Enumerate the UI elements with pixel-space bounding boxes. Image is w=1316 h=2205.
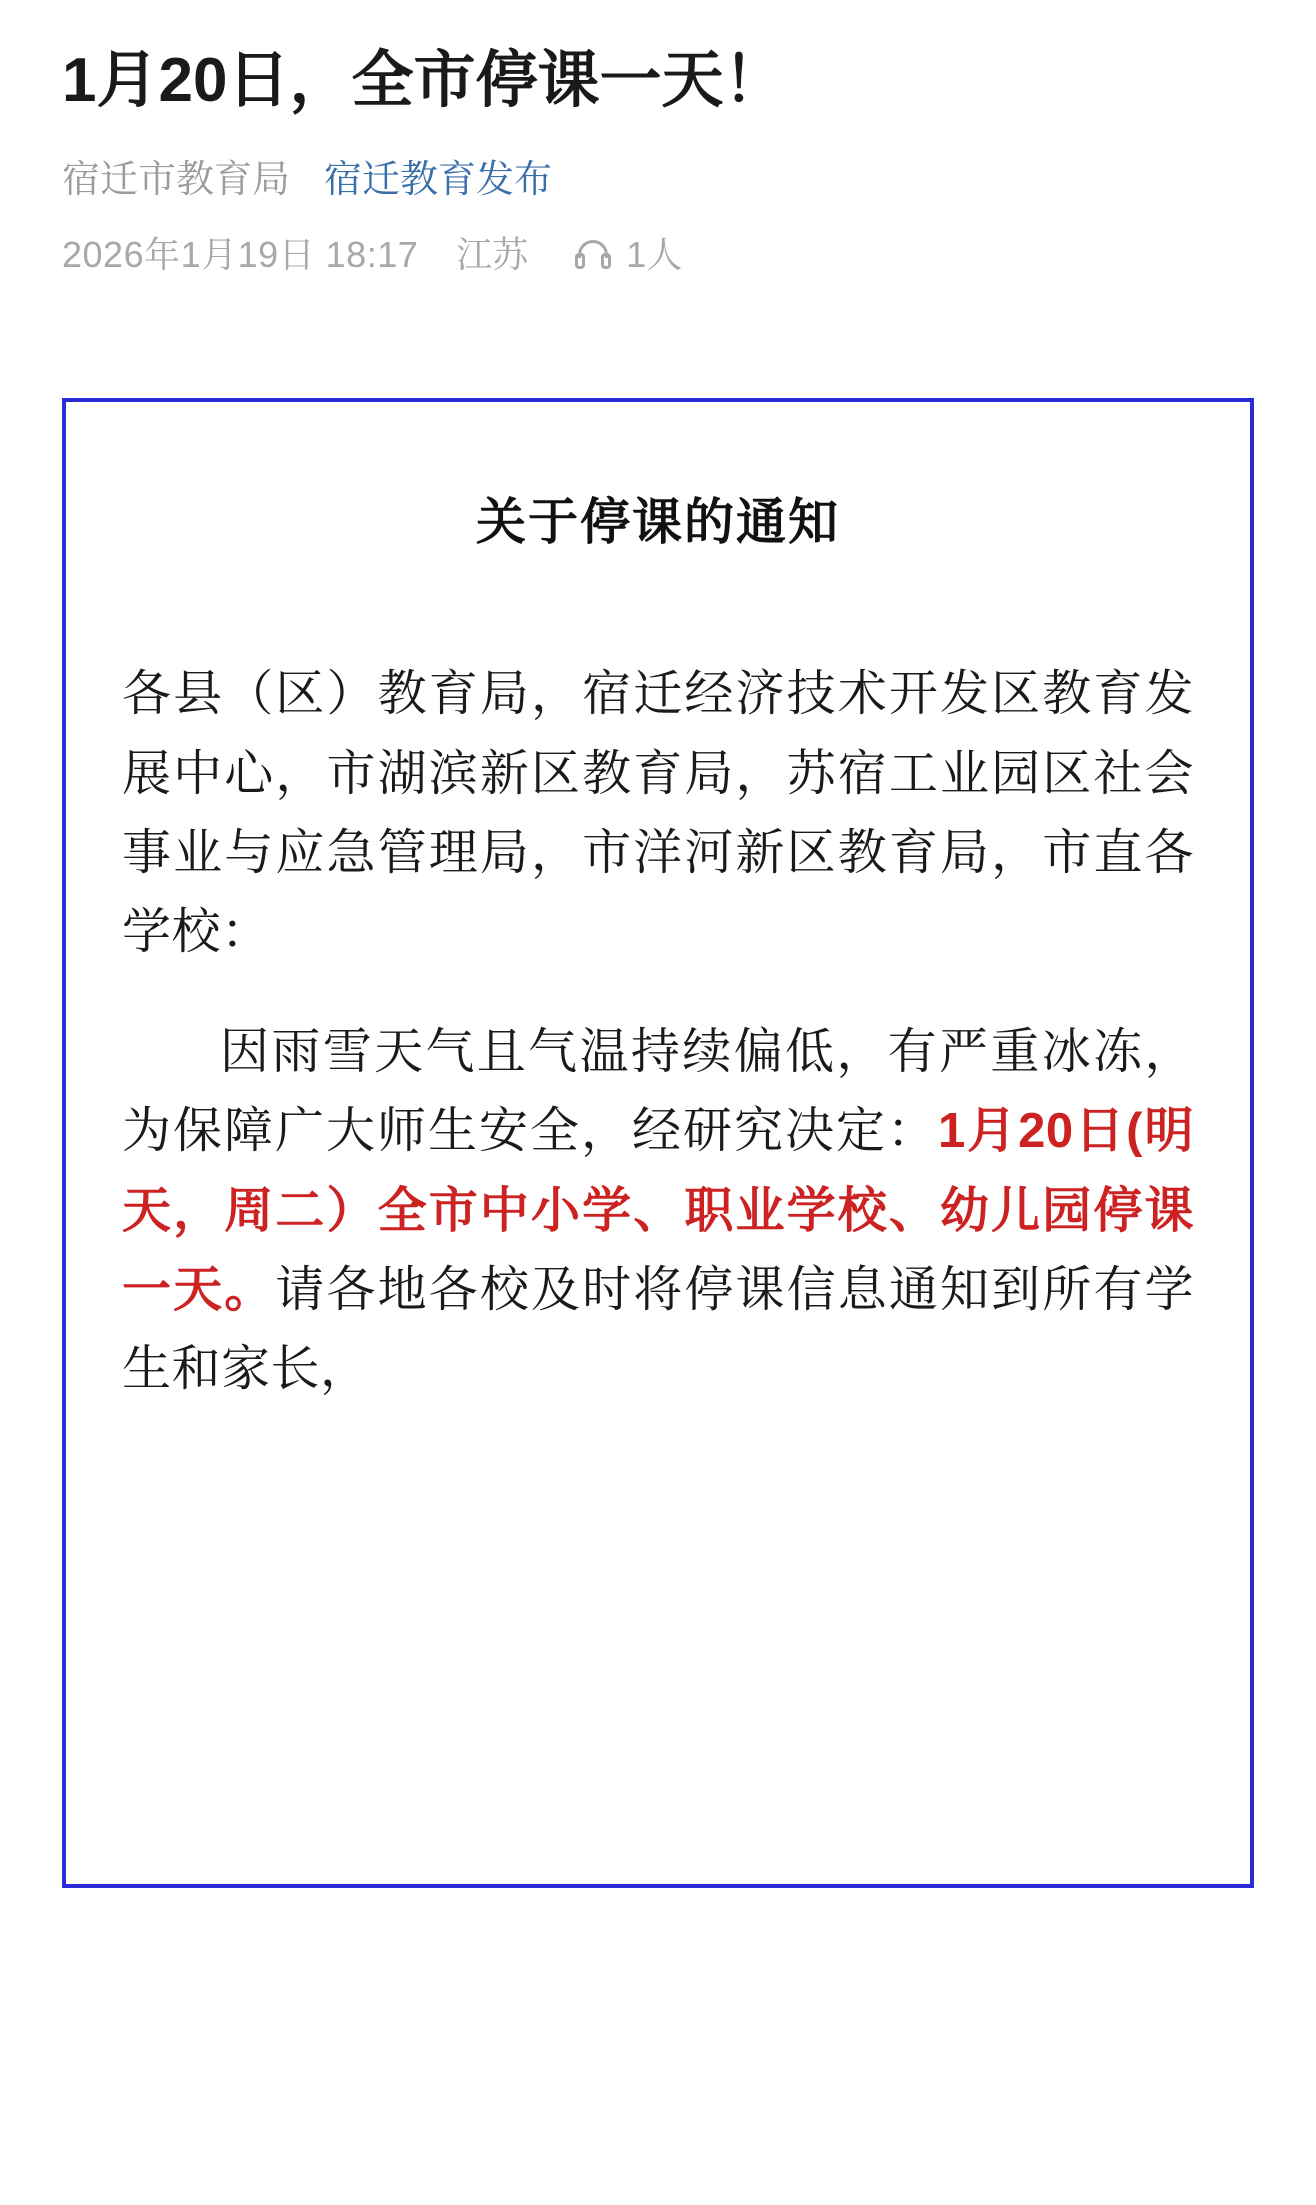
notice-decision-tail: 请各地各校及时将停课信息通知到所有学生和家长， [122, 1262, 1194, 1397]
publish-timestamp: 2026年1月19日 18:17 [62, 234, 419, 276]
byline-author: 宿迁市教育局 [62, 158, 291, 201]
byline [62, 158, 1254, 204]
article-meta [62, 233, 1254, 276]
page-title: 1月20日，全市停课一天！ [62, 46, 786, 115]
notice-card [62, 398, 1254, 1888]
publish-region: 江苏 [456, 234, 529, 276]
notice-title: 关于停课的通知 [476, 494, 840, 551]
notice-decision-intro: 因雨雪天气且气温持续偏低，有严重冰冻，为保障广大师生安全，经研究决定： [122, 1024, 1194, 1159]
byline-account-link[interactable]: 宿迁教育发布 [324, 158, 553, 201]
notice-body [122, 655, 1194, 1409]
notice-paragraph-recipients: 各县（区）教育局，宿迁经济技术开发区教育发展中心，市湖滨新区教育局，苏宿工业园区社会事业与应急管理局，市洋河新区教育局，市直各学校： [122, 667, 1194, 960]
headphone-icon [572, 238, 614, 272]
listen-button[interactable] [572, 233, 682, 276]
listen-count: 1人 [626, 234, 683, 276]
notice-decision-highlight: 1月20日(明天，周二）全市中小学、职业学校、幼儿园停课一天。 [122, 1104, 1194, 1317]
notice-paragraph-decision [122, 1013, 1194, 1410]
